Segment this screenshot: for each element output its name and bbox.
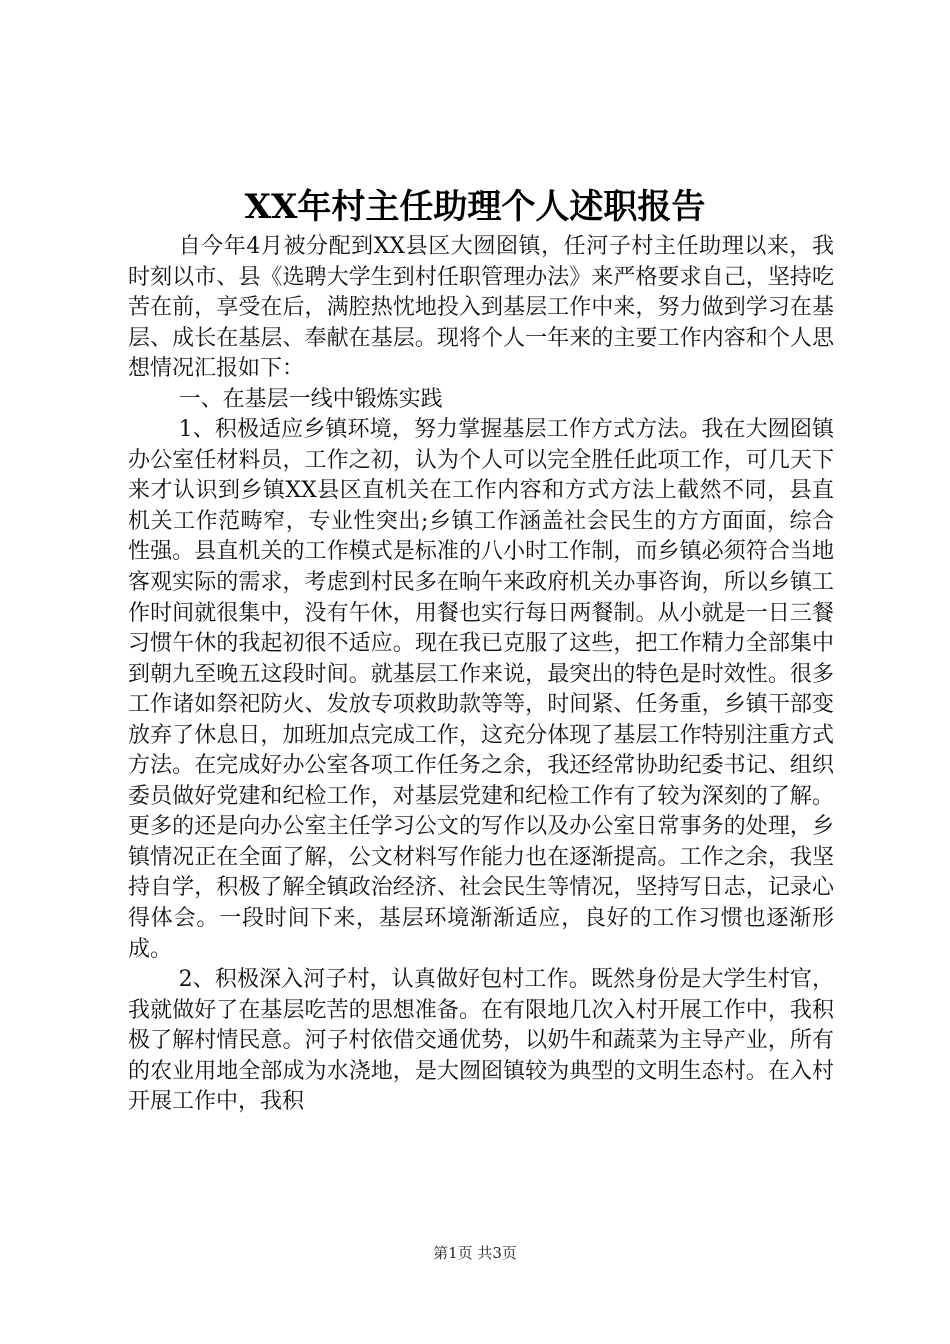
paragraph-item-1: 1、积极适应乡镇环境，努力掌握基层工作方式方法。我在大囫囵镇办公室任材料员，工作之初，认为个人可以完全胜任此项工作，可几天下来才认识到乡镇XX县区直机关在工作内容和方式方法上截然不同，县直机关工作范畴窄，专业性突出;乡镇工作涵盖社会民生的方方面面，综合性强。县直机关的工作模式是标准的八小时工作制，而乡镇必须符合当地客观实际的需求，考虑到村民多在晌午来政府机关办事咨询，所以乡镇工作时间就很集中，没有午休，用餐也实行每日两餐制。从小就是一日三餐习惯午休的我起初很不适应。现在我已克服了这些，把工作精力全部集中到朝九至晚五这段时间。就基层工作来说，最突出的特色是时效性。很多工作诸如祭祀防火、发放专项救助款等等，时间紧、任务重，乡镇干部变放弃了休息日，加班加点完成工作，这充分体现了基层工作特别注重方式方法。在完成好办公室各项工作任务之余，我还经常协助纪委书记、组织委员做好党建和纪检工作，对基层党建和纪检工作有了较为深刻的了解。更多的还是向办公室主任学习公文的写作以及办公室日常事务的处理，乡镇情况正在全面了解，公文材料写作能力也在逐渐提高。工作之余，我坚持自学，积极了解全镇政治经济、社会民生等情况，坚持写日志，记录心得体会。一段时间下来，基层环境渐渐适应，良好的工作习惯也逐渐形成。 xyxy=(128,417,834,962)
document-title: XX年村主任助理个人述职报告 xyxy=(244,187,706,227)
paragraph-item-2: 2、积极深入河子村，认真做好包村工作。既然身份是大学生村官，我就做好了在基层吃苦的思想准备。在有限地几次入村开展工作中，我积极了解村情民意。河子村依借交通优势，以奶牛和蔬菜为主导产业，所有的农业用地全部成为水浇地，是大囫囵镇较为典型的文明生态村。在入村开展工作中，我积 xyxy=(128,967,834,1115)
page-footer: 第1页 共3页 xyxy=(433,1244,517,1262)
document-body xyxy=(128,232,834,1118)
paragraph-intro: 自今年4月被分配到XX县区大囫囵镇，任河子村主任助理以来，我时刻以市、县《选聘大学生到村任职管理办法》来严格要求自己，坚持吃苦在前，享受在后，满腔热忱地投入到基层工作中来，努力做到学习在基层、成长在基层、奉献在基层。现将个人一年来的主要工作内容和个人思想情况汇报如下： xyxy=(128,234,834,382)
section-heading-1: 一、在基层一线中锻炼实践 xyxy=(178,386,443,412)
